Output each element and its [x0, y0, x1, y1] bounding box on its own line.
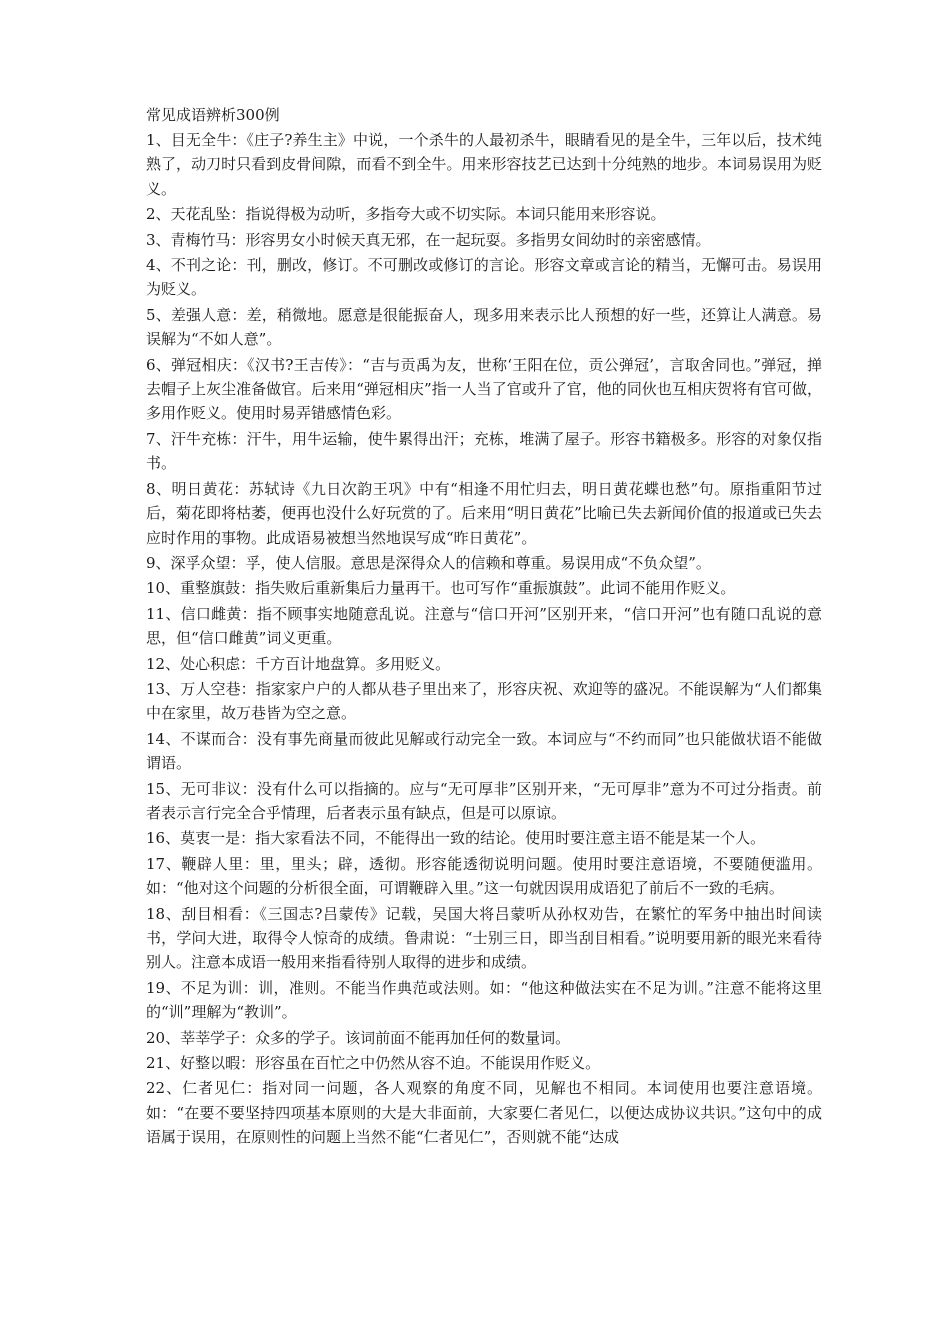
entry-15: 15、无可非议：没有什么可以指摘的。应与“无可厚非”区别开来，“无可厚非”意为不可过分指责。前者表示言行完全合乎情理，后者表示虽有缺点，但是可以原谅。 — [146, 779, 822, 822]
entry-16: 16、莫衷一是：指大家看法不同，不能得出一致的结论。使用时要注意主语不能是某一个人。 — [146, 829, 766, 848]
entry-9: 9、深孚众望：孚，使人信服。意思是深得众人的信赖和尊重。易误用成“不负众望”。 — [146, 553, 711, 572]
entry-20: 20、莘莘学子：众多的学子。该词前面不能再加任何的数量词。 — [146, 1028, 571, 1047]
entry-21: 21、好整以暇：形容虽在百忙之中仍然从容不迫。不能误用作贬义。 — [146, 1054, 601, 1073]
entry-8: 8、明日黄花：苏轼诗《九日次韵王巩》中有“相逢不用忙归去，明日黄花蝶也愁”句。原指重阳节过后，菊花即将枯萎，便再也没什么好玩赏的了。后来用“明日黄花”比喻已失去新闻价值的报道或已失去应时作用的事物。此成语易被想当然地误写成“昨日黄花”。 — [146, 479, 822, 547]
entry-2: 2、天花乱坠：指说得极为动听，多指夸大或不切实际。本词只能用来形容说。 — [146, 205, 666, 224]
document-page — [146, 103, 822, 1151]
entry-4: 4、不刊之论：刊，删改，修订。不可删改或修订的言论。形容文章或言论的精当，无懈可击。易误用为贬义。 — [146, 256, 822, 299]
entry-17: 17、鞭辟人里：里，里头；辟，透彻。形容能透彻说明问题。使用时要注意语境，不要随便滥用。如：“他对这个问题的分析很全面，可谓鞭辟入里。”这一句就因误用成语犯了前后不一致的毛病。 — [146, 854, 822, 898]
entry-6: 6、弹冠相庆：《汉书?王吉传》：“吉与贡禹为友，世称‘王阳在位，贡公弹冠’，言取舍同也。”弹冠，掸去帽子上灰尘准备做官。后来用“弹冠相庆”指一人当了官或升了官，他的同伙也互相庆贺将有官可做，多用作贬义。使用时易弄错感情色彩。 — [146, 355, 822, 423]
entry-19: 19、不足为训：训，准则。不能当作典范或法则。如：“他这种做法实在不足为训。”注意不能将这里的“训”理解为“教训”。 — [146, 978, 822, 1022]
entry-14: 14、不谋而合：没有事先商量而彼此见解或行动完全一致。本词应与“不约而同”也只能做状语不能做谓语。 — [146, 729, 822, 773]
entry-22: 22、仁者见仁：指对同一问题，各人观察的角度不同，见解也不相同。本词使用也要注意语境。如：“在要不要坚持四项基本原则的大是大非面前，大家要仁者见仁，以便达成协议共识。”这句中的成语属于误用，在原则性的问题上当然不能“仁者见仁”，否则就不能“达成 — [146, 1079, 822, 1147]
entry-3: 3、青梅竹马：形容男女小时候天真无邪，在一起玩耍。多指男女间幼时的亲密感情。 — [146, 230, 711, 249]
entry-11: 11、信口雌黄：指不顾事实地随意乱说。注意与“信口开河”区别开来，“信口开河”也有随口乱说的意思，但“信口雌黄”词义更重。 — [146, 604, 822, 648]
entry-13: 13、万人空巷：指家家户户的人都从巷子里出来了，形容庆祝、欢迎等的盛况。不能误解为“人们都集中在家里，故万巷皆为空之意。 — [146, 679, 822, 723]
entry-5: 5、差强人意：差，稍微地。愿意是很能振奋人，现多用来表示比人预想的好一些，还算让人满意。易误解为“不如人意”。 — [146, 305, 822, 349]
entry-18: 18、刮目相看：《三国志?吕蒙传》记载，吴国大将吕蒙听从孙权劝告，在繁忙的军务中抽出时间读书，学问大进，取得令人惊奇的成绩。鲁肃说：“士别三日，即当刮目相看。”说明要用新的眼光来看待别人。注意本成语一般用来指看待别人取得的进步和成绩。 — [146, 904, 822, 972]
entry-10: 10、重整旗鼓：指失败后重新集后力量再干。也可写作“重振旗鼓”。此词不能用作贬义。 — [146, 579, 736, 598]
entry-7: 7、汗牛充栋：汗牛，用牛运输，使牛累得出汗；充栋，堆满了屋子。形容书籍极多。形容的对象仅指书。 — [146, 429, 822, 473]
document-title: 常见成语辨析300例 — [146, 106, 280, 124]
entry-1: 1、目无全牛：《庄子?养生主》中说，一个杀牛的人最初杀牛，眼睛看见的是全牛，三年以后，技术纯熟了，动刀时只看到皮骨间隙，而看不到全牛。用来形容技艺已达到十分纯熟的地步。本词易误用为贬义。 — [146, 131, 822, 198]
entry-12: 12、处心积虑：千方百计地盘算。多用贬义。 — [146, 654, 451, 673]
